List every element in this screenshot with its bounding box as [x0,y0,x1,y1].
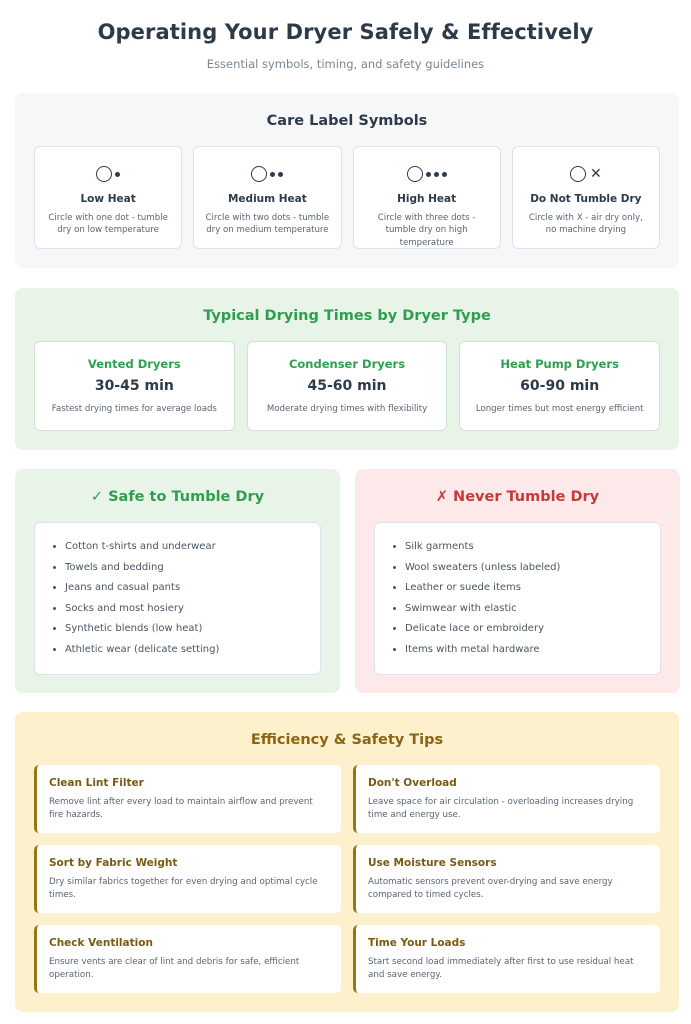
tips-section [15,712,679,1012]
care-name: High Heat [397,193,457,205]
high-heat-icon [354,164,500,184]
tips-section-title: Efficiency & Safety Tips [250,732,444,748]
medium-heat-icon [194,164,340,184]
tip-desc: Leave space for air circulation - overloading increases drying time and energy use. [368,797,634,820]
care-name: Do Not Tumble Dry [530,193,642,205]
care-section-title: Care Label Symbols [266,113,428,129]
times-grid [34,341,660,431]
care-desc: Circle with two dots - tumble dry on medium temperature [205,213,330,236]
tip-card [34,765,341,833]
tip-card [353,765,660,833]
care-card-high-heat [353,146,501,249]
tip-desc: Ensure vents are clear of lint and debris for safe, efficient operation. [49,957,300,980]
do-not-tumble-dry-icon: ✕ [513,164,659,184]
safe-to-tumble-section [15,469,340,693]
list-item: • Jeans and casual pants [65,578,320,599]
time-desc: Fastest drying times for average loads [51,404,217,414]
time-card-condenser [247,341,448,431]
tip-desc: Remove lint after every load to maintain airflow and prevent fire hazards. [49,797,313,820]
care-card-medium-heat [193,146,341,249]
page-title: Operating Your Dryer Safely & Effectively [97,20,594,44]
list-item: • Wool sweaters (unless labeled) [405,558,660,579]
time-card-vented [34,341,235,431]
time-desc: Longer times but most energy efficient [475,404,644,414]
tip-card [353,845,660,913]
low-heat-icon [35,164,181,184]
tip-title: Time Your Loads [368,937,466,949]
tips-grid [34,765,660,993]
tip-title: Sort by Fabric Weight [49,857,178,869]
never-tumble-section [355,469,680,693]
tip-desc: Dry similar fabrics together for even drying and optimal cycle times. [49,877,318,900]
time-name: Heat Pump Dryers [500,357,619,371]
list-item: • Towels and bedding [65,558,320,579]
never-list-box [374,522,661,675]
care-name: Low Heat [80,193,136,205]
care-grid [34,146,660,249]
list-item: • Cotton t-shirts and underwear [65,537,320,558]
care-desc: Circle with one dot - tumble dry on low temperature [48,213,168,236]
drying-times-section [15,288,679,450]
care-label-section [15,93,679,268]
tip-title: Check Ventilation [49,937,153,949]
time-value: 45-60 min [307,378,387,394]
page-subtitle: Essential symbols, timing, and safety guidelines [206,57,485,71]
list-item: • Items with metal hardware [405,640,660,661]
time-name: Vented Dryers [87,357,181,371]
time-value: 60-90 min [520,378,600,394]
care-card-do-not-tumble [512,146,660,249]
care-desc: Circle with three dots - tumble dry on high temperature [377,213,476,248]
list-item: • Silk garments [405,537,660,558]
times-section-title: Typical Drying Times by Dryer Type [203,308,491,324]
safe-list-box [34,522,321,675]
tip-card [34,925,341,993]
time-value: 30-45 min [94,378,174,394]
tip-card [353,925,660,993]
care-desc: Circle with X - air dry only, no machine drying [528,213,643,236]
tip-title: Use Moisture Sensors [368,857,497,869]
time-desc: Moderate drying times with flexibility [266,404,428,414]
safe-section-title: ✓ Safe to Tumble Dry [90,489,265,505]
tip-title: Don't Overload [368,777,457,789]
time-name: Condenser Dryers [288,357,406,371]
list-item: • Socks and most hosiery [65,599,320,620]
care-card-low-heat [34,146,182,249]
tip-title: Clean Lint Filter [49,777,144,789]
safe-list [65,537,320,660]
tip-desc: Automatic sensors prevent over-drying and save energy compared to timed cycles. [368,877,613,900]
never-list [405,537,660,660]
list-item: • Leather or suede items [405,578,660,599]
tip-card [34,845,341,913]
list-item: • Synthetic blends (low heat) [65,619,320,640]
list-item: • Delicate lace or embroidery [405,619,660,640]
time-card-heat-pump [459,341,660,431]
list-item: • Swimwear with elastic [405,599,660,620]
list-item: • Athletic wear (delicate setting) [65,640,320,661]
care-name: Medium Heat [227,193,307,205]
tip-desc: Start second load immediately after first to use residual heat and save energy. [368,957,634,980]
never-section-title: ✗ Never Tumble Dry [435,489,600,505]
page-header [0,0,691,71]
